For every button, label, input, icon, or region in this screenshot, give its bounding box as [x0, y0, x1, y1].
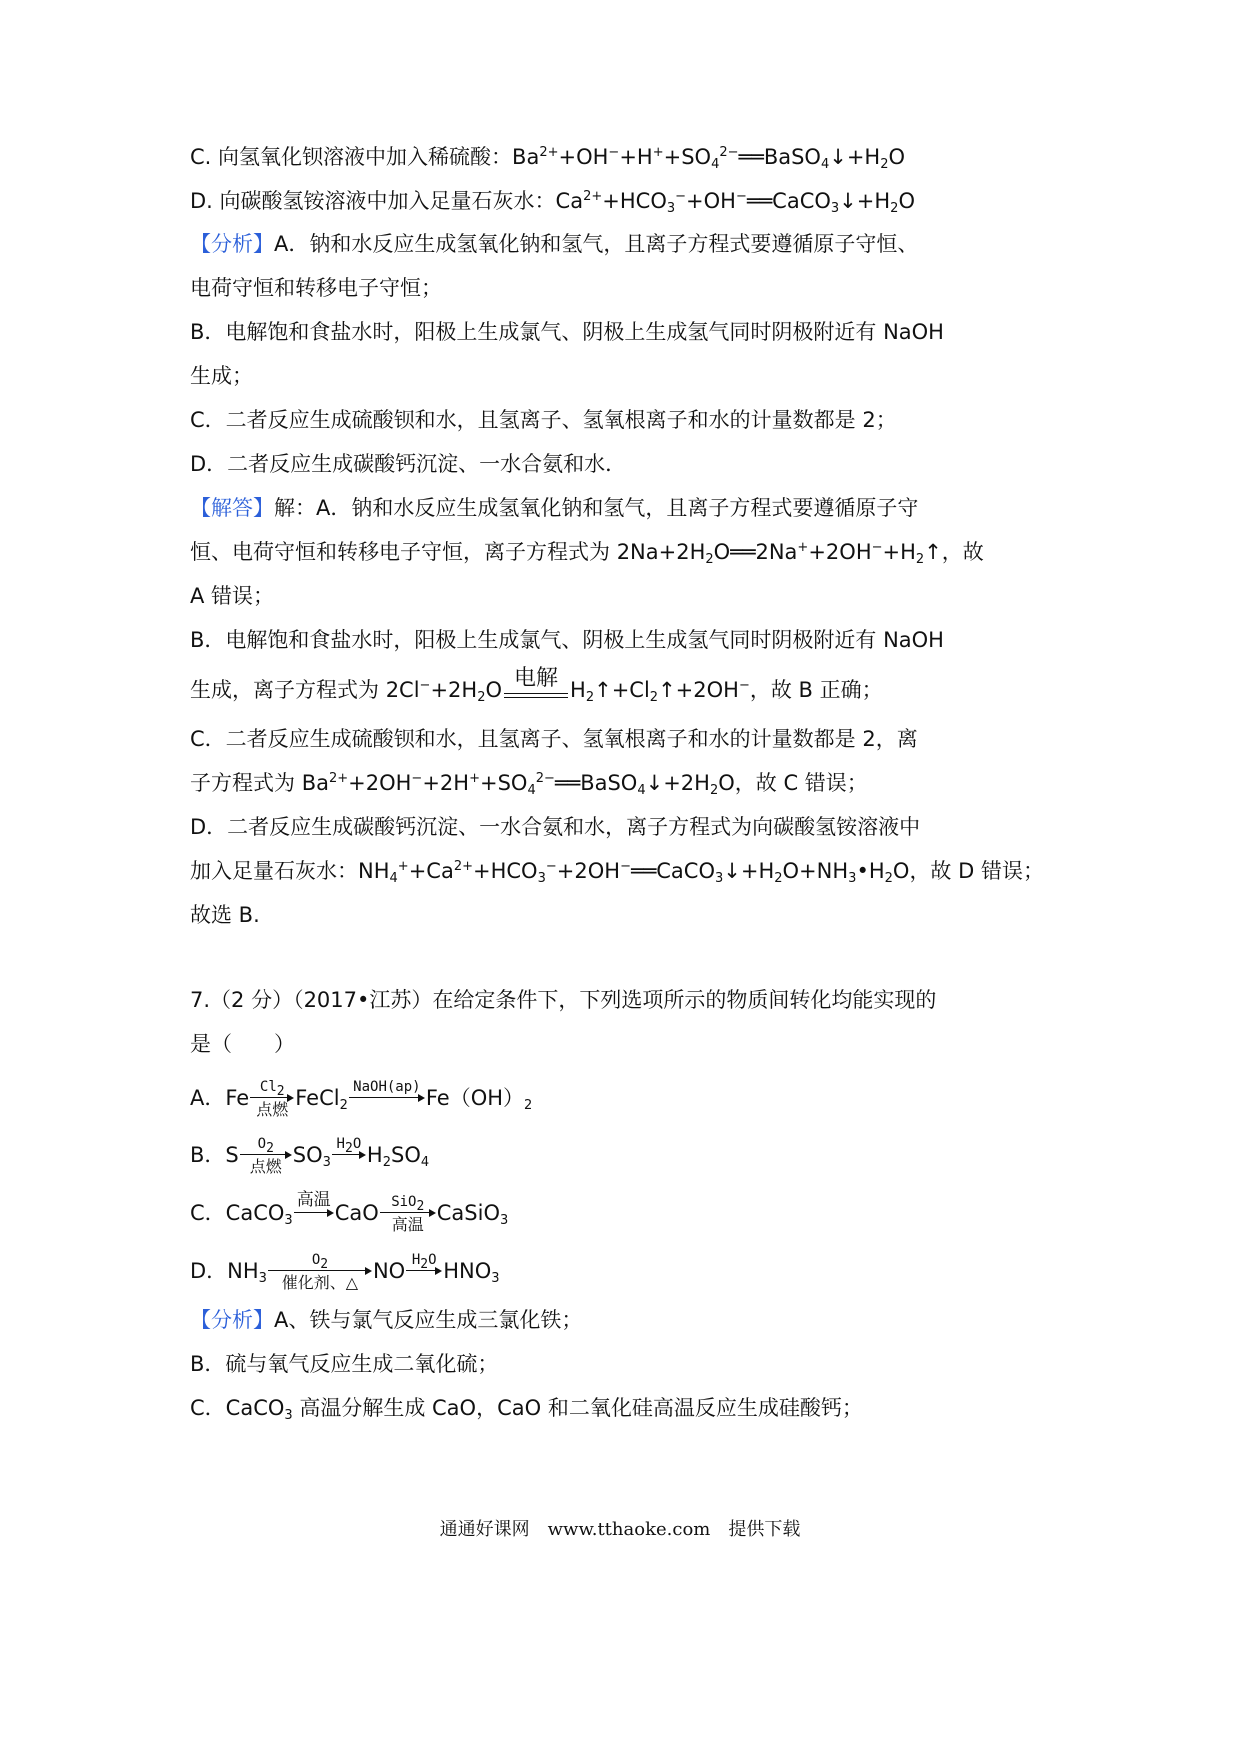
option-letter: A． — [190, 1086, 226, 1110]
analysis-d-line: D．二者反应生成碳酸钙沉淀、一水合氨和水． — [190, 452, 627, 476]
answer-conclusion: 故选 B. — [190, 903, 260, 927]
analysis-text: A．钠和水反应生成氢氧化钠和氢气，且离子方程式要遵循原子守恒、 — [274, 232, 919, 256]
answer-a-line3: A 错误； — [190, 584, 275, 608]
arrow-condition: 点燃 — [256, 1100, 289, 1119]
reaction-arrow: $O_2$ 催化剂、△ — [268, 1252, 372, 1292]
equation-d2: $NH_4^++Ca^{2+}+HCO_3^-+2OH^-══CaCO_3↓+H_2O+NH_3•H_2O$ — [358, 859, 910, 886]
answer-text: 加入足量石灰水： — [190, 859, 358, 883]
equation-c2: $Ba^{2+}+2OH^-+2H^++SO_4^{2-}══BaSO_4↓+2H_2O$ — [301, 771, 735, 798]
q7-stem-line1: 7.（2 分）（2017•江苏）在给定条件下，下列选项所示的物质间转化均能实现的 — [190, 988, 937, 1012]
arrow-condition: O — [428, 1252, 437, 1268]
answer-text: 生成，离子方程式为 — [190, 678, 379, 702]
equation-d: $Ca^{2+}+HCO_3^-+OH^-══CaCO_3↓+H_2O$ — [555, 189, 915, 216]
arrow-condition: 高温 — [391, 1215, 424, 1234]
arrow-condition: 催化剂、△ — [281, 1273, 359, 1292]
reaction-arrow: $H_2O$ — [406, 1252, 442, 1292]
option-c-line — [190, 142, 905, 172]
arrow-condition: SiO — [391, 1194, 417, 1210]
arrow-condition: O — [257, 1136, 267, 1152]
q7-option-a: A．Fe $Cl_2$ 点燃 FeCl$_2$ NaOH(ap) $Fe(OH)_2$ — [190, 1079, 533, 1119]
arrow-condition: H — [411, 1252, 421, 1268]
answer-text: ，故 C 错误； — [734, 771, 868, 795]
reaction-arrow: $H_2O$ — [332, 1136, 366, 1176]
q7-stem-line2: 是（ ） — [190, 1032, 295, 1056]
q7-option-d: D．$NH_3$ $O_2$ 催化剂、△ NO $H_2O$ $HNO_3$ — [190, 1252, 500, 1292]
equation-b: $2Cl^-+2H_2O$ 电解 $H_2↑+Cl_2↑+2OH^-$ — [386, 678, 750, 702]
option-letter: B． — [190, 1143, 226, 1167]
answer-d-line2 — [190, 856, 1044, 886]
analysis2-a-line — [190, 1305, 582, 1335]
answer-text: 解：A．钠和水反应生成氢氧化钠和氢气，且离子方程式要遵循原子守 — [274, 496, 919, 520]
answer-b-line1: B．电解饱和食盐水时，阳极上生成氯气、阴极上生成氢气同时阴极附近有 NaOH — [190, 628, 944, 652]
answer-text: ，故 B 正确； — [749, 678, 883, 702]
analysis-tag: 【分析】 — [190, 232, 274, 256]
reaction-arrow: $Cl_2$ 点燃 — [250, 1079, 294, 1119]
answer-c-line1: C．二者反应生成硫酸钡和水，且氢离子、氢氧根离子和水的计量数都是 2，离 — [190, 727, 918, 751]
reaction-arrow — [349, 1079, 425, 1119]
answer-text: 子方程式为 — [190, 771, 295, 795]
option-letter: D. — [190, 189, 213, 213]
equation-a: $2Na+2H_2O══2Na^++2OH^-+H_2↑$ — [616, 540, 942, 567]
q7-option-c: C．CaCO$_3$ 高温 CaO SiO$_2$ 高温 CaSiO$_3$ — [190, 1190, 509, 1234]
answer-text: 恒、电荷守恒和转移电子守恒，离子方程式为 — [190, 540, 610, 564]
answer-b-line2 — [190, 666, 883, 705]
option-text: 向碳酸氢铵溶液中加入足量石灰水： — [219, 189, 556, 213]
arrow-condition: O — [352, 1136, 362, 1152]
reaction-arrow — [294, 1190, 334, 1234]
answer-text: ，故 — [941, 540, 984, 564]
q7-option-b: B．S $O_2$ 点燃 $SO_3$ $H_2O$ $H_2SO_4$ — [190, 1136, 430, 1176]
arrow-condition: 点燃 — [249, 1157, 282, 1176]
option-letter: D． — [190, 1259, 228, 1283]
answer-text: ，故 D 错误； — [909, 859, 1044, 883]
page-footer: 通通好课网 www.tthaoke.com 提供下载 — [439, 1519, 801, 1540]
arrow-condition: NaOH(ap) — [353, 1079, 421, 1095]
answer-a-line1 — [190, 493, 918, 523]
reaction-arrow: SiO$_2$ 高温 — [380, 1194, 436, 1234]
analysis-tag: 【分析】 — [190, 1308, 274, 1332]
option-text: 向氢氧化钡溶液中加入稀硫酸： — [218, 145, 513, 169]
analysis-text: C．CaCO — [190, 1396, 285, 1420]
answer-a-line2 — [190, 537, 984, 567]
option-letter: C. — [190, 145, 212, 169]
answer-c-line2 — [190, 768, 868, 798]
arrow-condition: 高温 — [296, 1190, 331, 1210]
electrolysis-arrow — [504, 666, 568, 709]
analysis-text: 高温分解生成 CaO，CaO 和二氧化硅高温反应生成硅酸钙； — [292, 1396, 863, 1420]
analysis-b-line2: 生成； — [190, 364, 253, 388]
analysis-text: A、铁与氯气反应生成三氯化铁； — [274, 1308, 583, 1332]
arrow-condition: H — [336, 1136, 345, 1152]
analysis-a-line2: 电荷守恒和转移电子守恒； — [190, 276, 442, 300]
analysis2-c-line: C．CaCO$_3$ 高温分解生成 CaO，CaO 和二氧化硅高温反应生成硅酸钙； — [190, 1396, 863, 1423]
analysis-a-line1 — [190, 229, 918, 259]
arrow-condition: Cl — [259, 1079, 277, 1095]
condition-label: 电解 — [514, 666, 559, 691]
option-d-line — [190, 186, 915, 216]
reaction-arrow: $O_2$ 点燃 — [240, 1136, 292, 1176]
answer-d-line1: D．二者反应生成碳酸钙沉淀、一水合氨和水，离子方程式为向碳酸氢铵溶液中 — [190, 815, 921, 839]
analysis-b-line1: B．电解饱和食盐水时，阳极上生成氯气、阴极上生成氢气同时阴极附近有 NaOH — [190, 320, 944, 344]
analysis2-b-line: B．硫与氧气反应生成二氧化硫； — [190, 1352, 499, 1376]
product: Fe（OH） — [425, 1086, 525, 1110]
option-letter: C． — [190, 1201, 226, 1225]
answer-tag: 【解答】 — [190, 496, 274, 520]
equation-c: $Ba^{2+}+OH^-+H^++SO_4^{2-}══BaSO_4↓+H_2O$ — [512, 145, 906, 172]
arrow-condition: O — [311, 1252, 321, 1268]
analysis-c-line: C．二者反应生成硫酸钡和水，且氢离子、氢氧根离子和水的计量数都是 2； — [190, 408, 897, 432]
